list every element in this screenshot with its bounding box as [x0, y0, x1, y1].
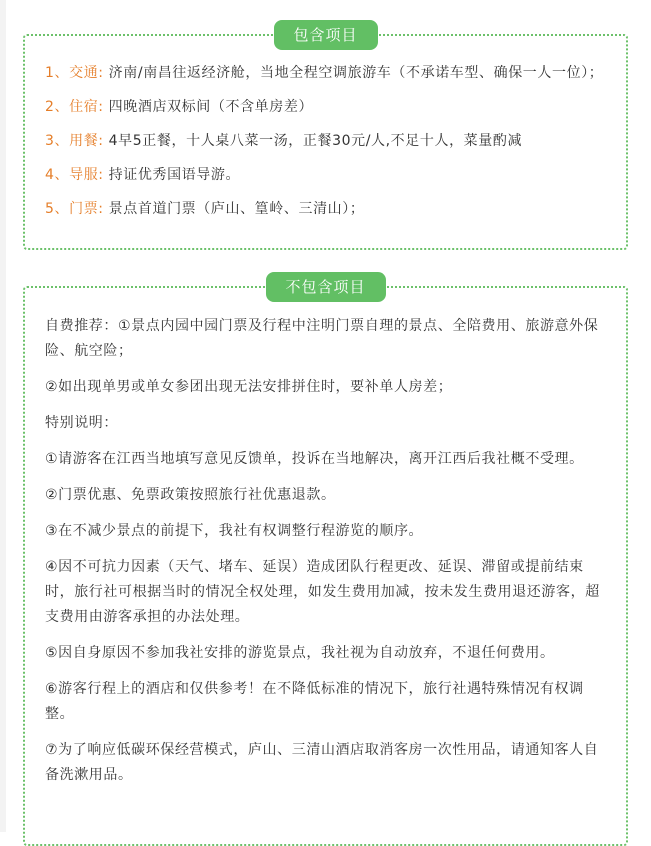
included-item-meals: [45, 128, 608, 154]
included-list: [45, 60, 608, 230]
note-feedback: ①请游客在江西当地填写意见反馈单，投诉在当地解决，离开江西后我社概不受理。: [45, 451, 584, 467]
excluded-section: [23, 278, 628, 846]
included-item-label: 5、门票:: [45, 201, 104, 217]
page-left-edge: [0, 0, 6, 832]
excluded-list: [45, 314, 608, 799]
included-item-text: 景点首道门票（庐山、篁岭、三清山）；: [103, 201, 365, 217]
included-item-label: 4、导服:: [45, 167, 104, 183]
included-item-transport: [45, 60, 608, 86]
note-ticket-discount: ②门票优惠、免票政策按照旅行社优惠退款。: [45, 487, 336, 503]
note-itinerary-order: ③在不减少景点的前提下，我社有权调整行程游览的顺序。: [45, 523, 424, 539]
note-force-majeure: ④因不可抗力因素（天气、堵车、延误）造成团队行程更改、延误、滞留或提前结束时，旅行社可根据当时的情况全权处理，如发生费用加减，按未发生费用退还游客，超支费用由游客承担的办法处理。: [45, 559, 600, 625]
excluded-item-single-supplement: ②如出现单男或单女参团出现无法安排拼住时，要补单人房差；: [45, 379, 453, 395]
excluded-item-optional-costs: 自费推荐：①景点内园中园门票及行程中注明门票自理的景点、全陪费用、旅游意外保险、航空险；: [45, 318, 599, 359]
included-item-label: 3、用餐:: [45, 133, 104, 149]
special-notes-heading: 特别说明：: [45, 415, 118, 431]
note-self-abandon: ⑤因自身原因不参加我社安排的游览景点，我社视为自动放弃，不退任何费用。: [45, 645, 555, 661]
included-section: [23, 26, 628, 250]
note-hotel-reference: ⑥游客行程上的酒店和仅供参考！在不降低标准的情况下，旅行社遇特殊情况有权调整。: [45, 681, 584, 722]
included-section-title: 包含项目: [273, 20, 377, 50]
included-item-text: 四晚酒店双标间（不含单房差）: [103, 99, 314, 115]
included-item-guide: [45, 162, 608, 188]
included-item-lodging: [45, 94, 608, 120]
included-item-text: 4早5正餐，十人桌八菜一汤，正餐30元/人,不足十人，菜量酌减: [103, 133, 523, 149]
included-item-tickets: [45, 196, 608, 222]
included-item-text: 济南/南昌往返经济舱，当地全程空调旅游车（不承诺车型、确保一人一位）；: [103, 65, 604, 81]
excluded-section-title: 不包含项目: [265, 272, 385, 302]
included-item-label: 1、交通:: [45, 65, 104, 81]
included-item-text: 持证优秀国语导游。: [103, 167, 241, 183]
note-toiletries: ⑦为了响应低碳环保经营模式，庐山、三清山酒店取消客房一次性用品，请通知客人自备洗漱用品。: [45, 742, 599, 783]
included-item-label: 2、住宿:: [45, 99, 104, 115]
